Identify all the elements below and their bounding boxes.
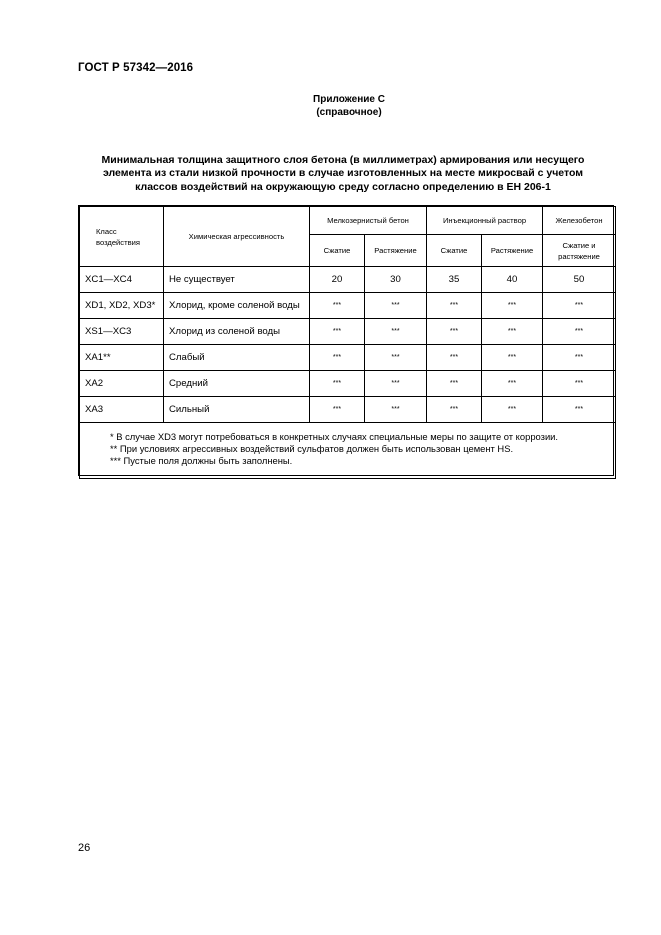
table-row	[80, 345, 616, 371]
table-title-line: классов воздействий на окружающую среду согласно определению в ЕН 206-1	[135, 180, 551, 193]
row-chemical: Сильный	[164, 397, 310, 423]
row-chemical: Хлорид из соленой воды	[164, 319, 310, 345]
appendix-subtitle: (справочное)	[316, 107, 382, 118]
table-row	[80, 397, 616, 423]
row-value: ***	[543, 371, 616, 397]
header-row	[80, 207, 616, 235]
header-chemical: Химическая агрессивность	[164, 207, 310, 267]
subheader-tension: Растяжение	[482, 235, 543, 267]
row-value: 40	[482, 267, 543, 293]
row-class: XD1, XD2, XD3*	[80, 293, 164, 319]
row-value: ***	[310, 293, 365, 319]
row-chemical: Хлорид, кроме соленой воды	[164, 293, 310, 319]
row-value: ***	[427, 319, 482, 345]
row-value: ***	[365, 371, 427, 397]
row-value: 50	[543, 267, 616, 293]
header-reinforced-concrete: Железобетон	[543, 207, 616, 235]
table-row	[80, 267, 616, 293]
appendix-title: Приложение С	[313, 94, 385, 105]
row-chemical: Слабый	[164, 345, 310, 371]
table-row	[80, 371, 616, 397]
table-row	[80, 319, 616, 345]
row-value: 35	[427, 267, 482, 293]
table-notes	[80, 423, 616, 479]
row-class: XC1—XC4	[80, 267, 164, 293]
row-chemical: Средний	[164, 371, 310, 397]
row-value: 30	[365, 267, 427, 293]
row-class: XA1**	[80, 345, 164, 371]
row-value: ***	[427, 397, 482, 423]
row-value: ***	[482, 397, 543, 423]
subheader-tension: Растяжение	[365, 235, 427, 267]
row-value: ***	[543, 293, 616, 319]
row-chemical: Не существует	[164, 267, 310, 293]
header-fine-concrete: Мелкозернистый бетон	[310, 207, 427, 235]
subheader-compression-tension: Сжатие и растяжение	[543, 235, 616, 267]
row-value: ***	[543, 345, 616, 371]
row-class: XS1—XC3	[80, 319, 164, 345]
standard-header: ГОСТ Р 57342—2016	[78, 62, 194, 74]
row-value: ***	[310, 397, 365, 423]
row-class: XA3	[80, 397, 164, 423]
row-value: ***	[482, 293, 543, 319]
notes-row	[80, 423, 616, 479]
footnote: * В случае XD3 могут потребоваться в конкретных случаях специальные меры по защите от коррозии.	[110, 431, 559, 442]
row-value: ***	[482, 345, 543, 371]
footnote: *** Пустые поля должны быть заполнены.	[110, 455, 293, 467]
row-value: ***	[427, 371, 482, 397]
cover-thickness-table	[79, 206, 616, 479]
subheader-compression: Сжатие	[310, 235, 365, 267]
row-value: ***	[365, 293, 427, 319]
row-value: ***	[427, 293, 482, 319]
subheader-compression: Сжатие	[427, 235, 482, 267]
row-value: ***	[310, 371, 365, 397]
row-value: ***	[310, 345, 365, 371]
row-value: ***	[543, 319, 616, 345]
row-value: 20	[310, 267, 365, 293]
header-grout: Инъекционный раствор	[427, 207, 543, 235]
appendix-heading	[0, 93, 661, 119]
row-value: ***	[365, 397, 427, 423]
table-title-line: Минимальная толщина защитного слоя бетона (в миллиметрах) армирования или несущего	[101, 154, 585, 166]
table-title-line: элемента из стали низкой прочности в случае изготовленных на месте микросвай с учетом	[102, 167, 584, 180]
row-value: ***	[310, 319, 365, 345]
row-value: ***	[543, 397, 616, 423]
row-value: ***	[482, 371, 543, 397]
row-value: ***	[365, 345, 427, 371]
table-row	[80, 293, 616, 319]
row-value: ***	[427, 345, 482, 371]
table-title	[78, 154, 608, 194]
page-number: 26	[78, 842, 91, 854]
footnote: ** При условиях агрессивных воздействий сульфатов должен быть использован цемент HS.	[110, 443, 514, 455]
row-value: ***	[365, 319, 427, 345]
row-value: ***	[482, 319, 543, 345]
header-class: Класс воздействия	[80, 207, 164, 267]
row-class: XA2	[80, 371, 164, 397]
